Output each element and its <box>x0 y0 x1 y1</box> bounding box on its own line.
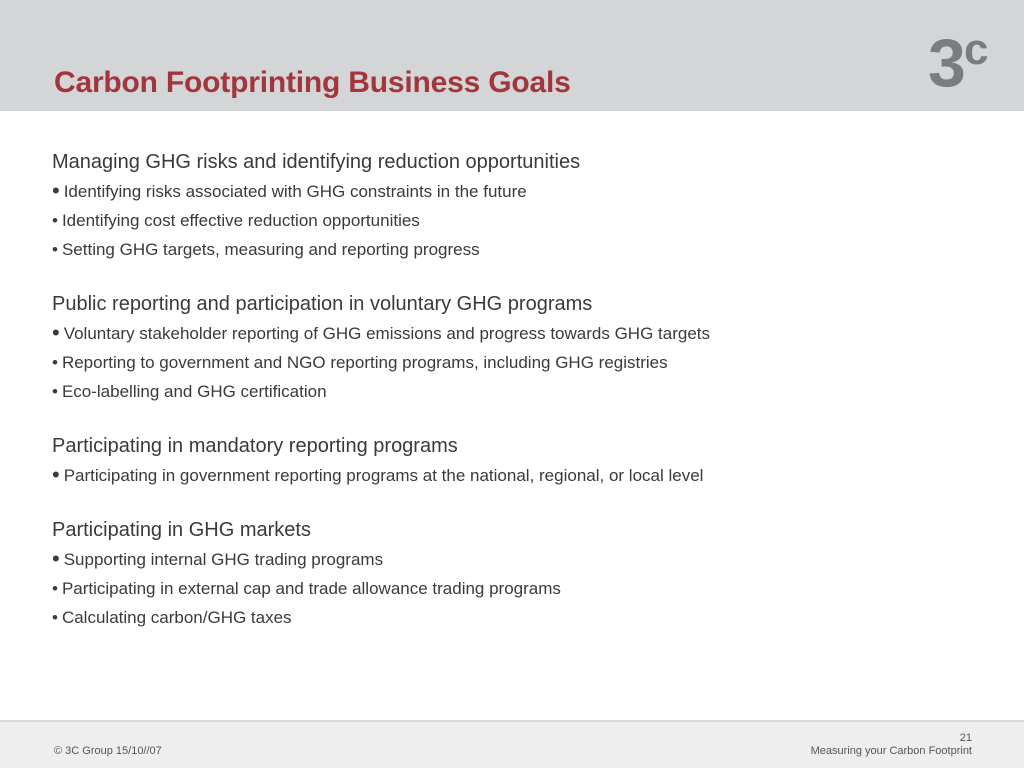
bullet-icon: • <box>52 211 58 230</box>
bullet-icon: • <box>52 353 58 372</box>
section-heading: Public reporting and participation in voluntary GHG programs <box>52 293 593 315</box>
section-heading: Managing GHG risks and identifying reduction opportunities <box>52 151 581 173</box>
3c-logo <box>928 24 1004 96</box>
bullet-icon: • <box>52 178 60 203</box>
bullet-icon: • <box>52 382 58 401</box>
svg-text:c: c <box>964 25 989 74</box>
footer-caption: Measuring your Carbon Footprint <box>810 745 972 757</box>
svg-text:3: 3 <box>928 25 966 96</box>
bullet-icon: • <box>52 462 60 487</box>
list-item: • Supporting internal GHG trading programs <box>52 546 384 571</box>
list-item: • Voluntary stakeholder reporting of GHG emissions and progress towards GHG targets <box>52 320 711 345</box>
list-item: • Identifying risks associated with GHG constraints in the future <box>52 178 527 203</box>
section-heading: Participating in GHG markets <box>52 519 311 541</box>
section-ghg-risks <box>52 148 992 264</box>
header-bar <box>0 0 1024 111</box>
bullet-icon: • <box>52 546 60 571</box>
bullet-icon: • <box>52 608 58 627</box>
list-item: • Identifying cost effective reduction opportunities <box>52 211 420 230</box>
list-item: • Reporting to government and NGO reporting programs, including GHG registries <box>52 353 668 372</box>
list-item: • Eco-labelling and GHG certification <box>52 382 327 401</box>
list-item: • Participating in government reporting programs at the national, regional, or local level <box>52 462 704 487</box>
bullet-icon: • <box>52 579 58 598</box>
section-ghg-markets <box>52 516 992 632</box>
slide-title: Carbon Footprinting Business Goals <box>54 66 571 99</box>
page-number: 21 <box>959 732 972 744</box>
list-item: • Participating in external cap and trade allowance trading programs <box>52 579 561 598</box>
bullet-icon: • <box>52 240 58 259</box>
section-heading: Participating in mandatory reporting programs <box>52 435 458 457</box>
bullet-icon: • <box>52 320 60 345</box>
list-item: • Calculating carbon/GHG taxes <box>52 608 292 627</box>
content-body <box>52 148 992 632</box>
section-mandatory-reporting <box>52 432 992 490</box>
list-item: • Setting GHG targets, measuring and reporting progress <box>52 240 480 259</box>
footer-bar <box>0 720 1024 768</box>
footer-copyright: © 3C Group 15/10//07 <box>54 745 162 757</box>
section-public-reporting <box>52 290 992 406</box>
